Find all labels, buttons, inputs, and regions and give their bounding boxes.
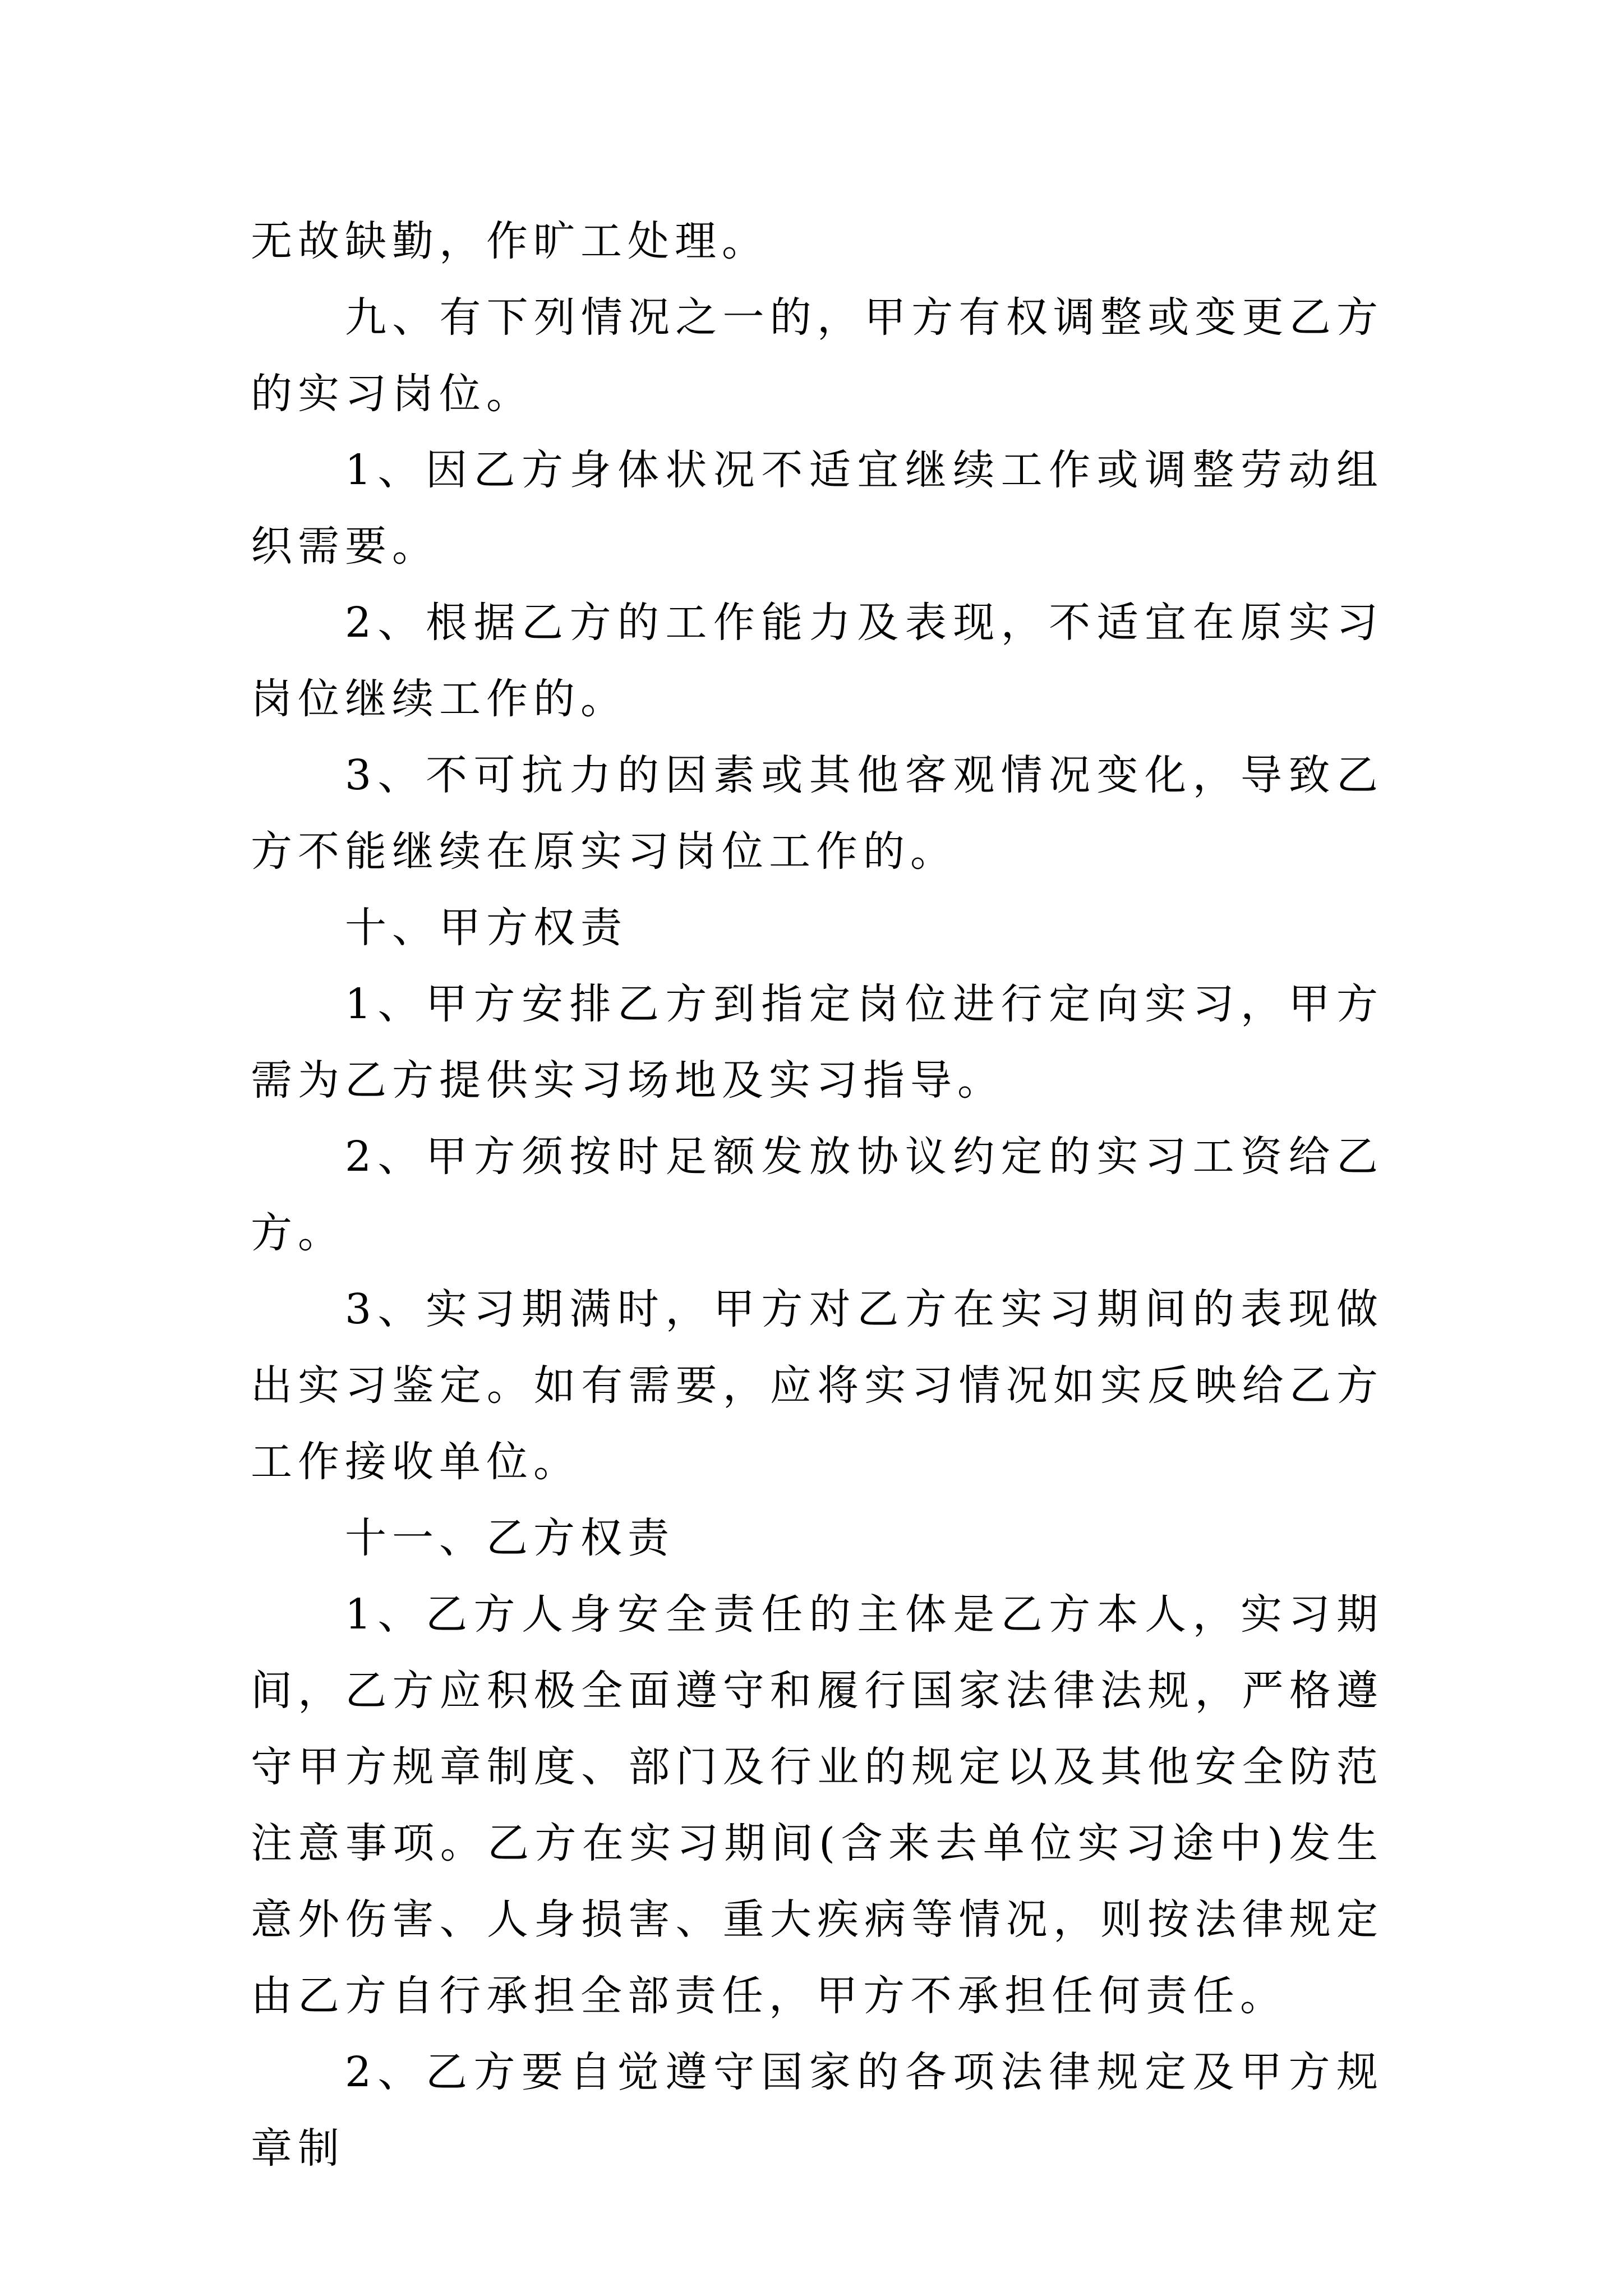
paragraph-2: 九、有下列情况之一的，甲方有权调整或变更乙方的实习岗位。 — [251, 293, 1384, 418]
paragraph-1: 无故缺勤，作旷工处理。 — [251, 217, 769, 265]
paragraph-4: 2、根据乙方的工作能力及表现，不适宜在原实习岗位继续工作的。 — [251, 599, 1384, 723]
section-heading-11: 十一、乙方权责 — [345, 1514, 675, 1562]
paragraph-3: 1、因乙方身体状况不适宜继续工作或调整劳动组织需要。 — [251, 446, 1384, 570]
paragraph-8: 2、甲方须按时足额发放协议约定的实习工资给乙方。 — [251, 1133, 1384, 1257]
paragraph-9: 3、实习期满时，甲方对乙方在实习期间的表现做出实习鉴定。如有需要，应将实习情况如实反映给乙方工作接收单位。 — [251, 1285, 1384, 1486]
section-heading-10: 十、甲方权责 — [345, 904, 628, 952]
paragraph-12: 2、乙方要自觉遵守国家的各项法律规定及甲方规章制 — [251, 2048, 1384, 2173]
paragraph-11: 1、乙方人身安全责任的主体是乙方本人，实习期间，乙方应积极全面遵守和履行国家法律法规，严格遵守甲方规章制度、部门及行业的规定以及其他安全防范注意事项。乙方在实习期间(含来去单位实习途中)发生意外伤害、人身损害、重大疾病等情况，则按法律规定由乙方自行承担全部责任，甲方不承担任何责任。 — [251, 1590, 1384, 2020]
paragraph-5: 3、不可抗力的因素或其他客观情况变化，导致乙方不能继续在原实习岗位工作的。 — [251, 751, 1384, 876]
paragraph-7: 1、甲方安排乙方到指定岗位进行定向实习，甲方需为乙方提供实习场地及实习指导。 — [251, 980, 1384, 1105]
document-body — [251, 203, 1384, 2187]
